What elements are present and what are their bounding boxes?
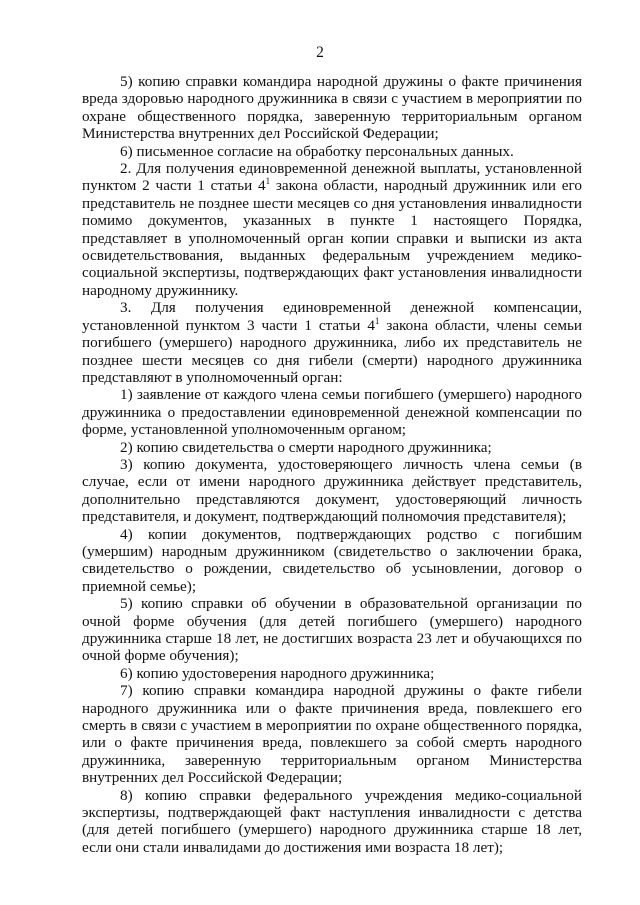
page-number: 2 (316, 44, 324, 61)
paragraph-section-3-text-after: закона области, члены семьи погибшего (умершего) народного дружинника, либо их представитель не позднее шести месяцев со дня гибели (смерти) народного дружинника представляют в уполномоченный орган: (82, 316, 582, 386)
paragraph-item-3-identity-document: 3) копию документа, удостоверяющего личность члена семьи (в случае, если от имени народного дружинника действует представитель, дополнительно представляются документ, удостоверяющий личность представителя, и документ, подтверждающий полномочия представителя); (82, 455, 582, 526)
superscript-article-index: 1 (374, 315, 380, 326)
paragraph-item-5-education-certificate: 5) копию справки об обучении в образовательной организации по очной форме обучения (для детей погибшего (умершего) народного дружинника старше 18 лет, не достигших возраста 23 лет и обучающихся по очной форме обучения); (82, 595, 582, 665)
paragraph-item-6-consent: 6) письменное согласие на обработку персональных данных. (120, 142, 514, 160)
paragraph-section-2-text-before: 2. Для получения единовременной денежной выплаты, установленной пунктом 2 части 1 статьи 4 (82, 160, 582, 195)
superscript-article-index: 1 (265, 176, 271, 187)
document-body (82, 73, 582, 856)
paragraph-item-5-certificate-of-harm: 5) копию справки командира народной дружины о факте причинения вреда здоровью народного дружинника в связи с участием в мероприятии по охране общественного порядка, заверенную территориальным органом Министерства внутренних дел Российской Федерации; (82, 73, 582, 143)
paragraph-section-2-disability-payment (82, 160, 582, 299)
paragraph-section-3-death-compensation (82, 299, 582, 386)
paragraph-item-1-application: 1) заявление от каждого члена семьи погибшего (умершего) народного дружинника о предоставлении единовременной денежной компенсации по форме, установленной уполномоченным органом; (82, 386, 582, 439)
paragraph-item-7-commander-certificate: 7) копию справки командира народной дружины о факте гибели народного дружинника или о факте причинения вреда, повлекшего его смерть в связи с участием в мероприятии по охране общественного порядка, или о факте причинения вреда, повлекшего за собой смерть народного дружинника, заверенную территориальным органом Министерства внутренних дел Российской Федерации; (82, 682, 582, 787)
paragraph-item-6-volunteer-id: 6) копию удостоверения народного дружинника; (120, 664, 435, 682)
paragraph-section-3-text-before: 3. Для получения единовременной денежной компенсации, установленной пунктом 3 части 1 статьи 4 (82, 299, 582, 334)
paragraph-item-4-kinship-documents: 4) копии документов, подтверждающих родство с погибшим (умершим) народным дружинником (свидетельство о заключении брака, свидетельство о рождении, свидетельство об усыновлении, договор о приемной семье); (82, 525, 582, 595)
paragraph-section-2-text-after: закона области, народный дружинник или его представитель не позднее шести месяцев со дня установления инвалидности помимо документов, указанных в пункте 1 настоящего Порядка, представляет в уполномоченный орган копии справки и выписки из акта освидетельствования, выданных федеральным учреждением медико-социальной экспертизы, подтверждающих факт установления инвалидности народному дружиннику. (82, 177, 582, 299)
paragraph-item-2-death-certificate: 2) копию свидетельства о смерти народного дружинника; (120, 438, 492, 456)
paragraph-item-8-medical-certificate: 8) копию справки федерального учреждения медико-социальной экспертизы, подтверждающей факт наступления инвалидности с детства (для детей погибшего (умершего) народного дружинника старше 18 лет, если они стали инвалидами до достижения ими возраста 18 лет); (82, 786, 582, 856)
